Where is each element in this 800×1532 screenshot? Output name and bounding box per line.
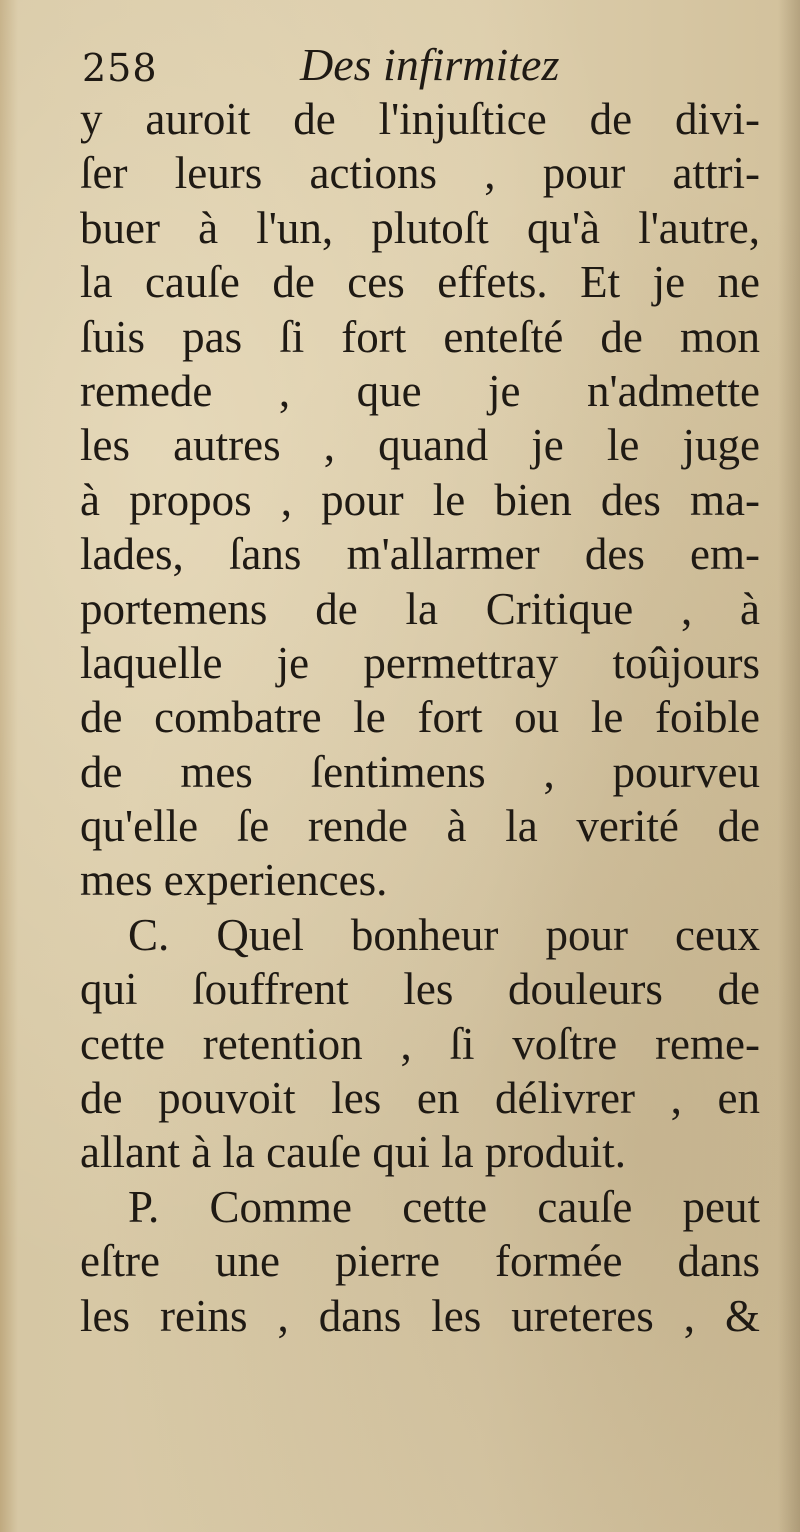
text-line: P. Comme cette cauſe peut xyxy=(128,1181,760,1232)
page-number: 258 xyxy=(82,46,158,90)
text-line: la cauſe de ces effets. Et je ne xyxy=(80,257,760,308)
text-line: les reins , dans les ureteres , & xyxy=(80,1290,760,1341)
text-line: C. Quel bonheur pour ceux xyxy=(128,909,760,960)
text-line: lades, ſans m'allarmer des em- xyxy=(80,529,760,580)
text-line: laquelle je permettray toûjours xyxy=(80,637,760,688)
text-line: qui ſouffrent les douleurs de xyxy=(80,964,760,1015)
text-line: portemens de la Critique , à xyxy=(80,583,760,634)
text-line: buer à l'un, plutoſt qu'à l'autre, xyxy=(80,202,760,253)
body-text xyxy=(80,92,760,1343)
text-line: de combatre le fort ou le foible xyxy=(80,692,760,743)
text-line: à propos , pour le bien des ma- xyxy=(80,474,760,525)
text-line: cette retention , ſi voſtre reme- xyxy=(80,1018,760,1069)
text-line: de mes ſentimens , pourveu xyxy=(80,746,760,797)
text-line: y auroit de l'injuſtice de divi- xyxy=(80,94,760,144)
text-line: qu'elle ſe rende à la verité de xyxy=(80,801,760,852)
text-line: de pouvoit les en délivrer , en xyxy=(80,1073,760,1124)
page-edge-shadow xyxy=(778,0,800,1532)
text-line: allant à la cauſe qui la produit. xyxy=(80,1127,627,1178)
running-head: Des infirmitez xyxy=(300,39,560,90)
text-line: remede , que je n'admette xyxy=(80,365,760,416)
text-line: eſtre une pierre formée dans xyxy=(80,1236,760,1287)
text-line: mes experiences. xyxy=(80,855,388,906)
text-line: ſuis pas ſi fort enteſté de mon xyxy=(80,311,760,362)
text-line: ſer leurs actions , pour attri- xyxy=(80,148,760,199)
text-line: les autres , quand je le juge xyxy=(80,420,760,471)
page-header xyxy=(82,38,722,98)
